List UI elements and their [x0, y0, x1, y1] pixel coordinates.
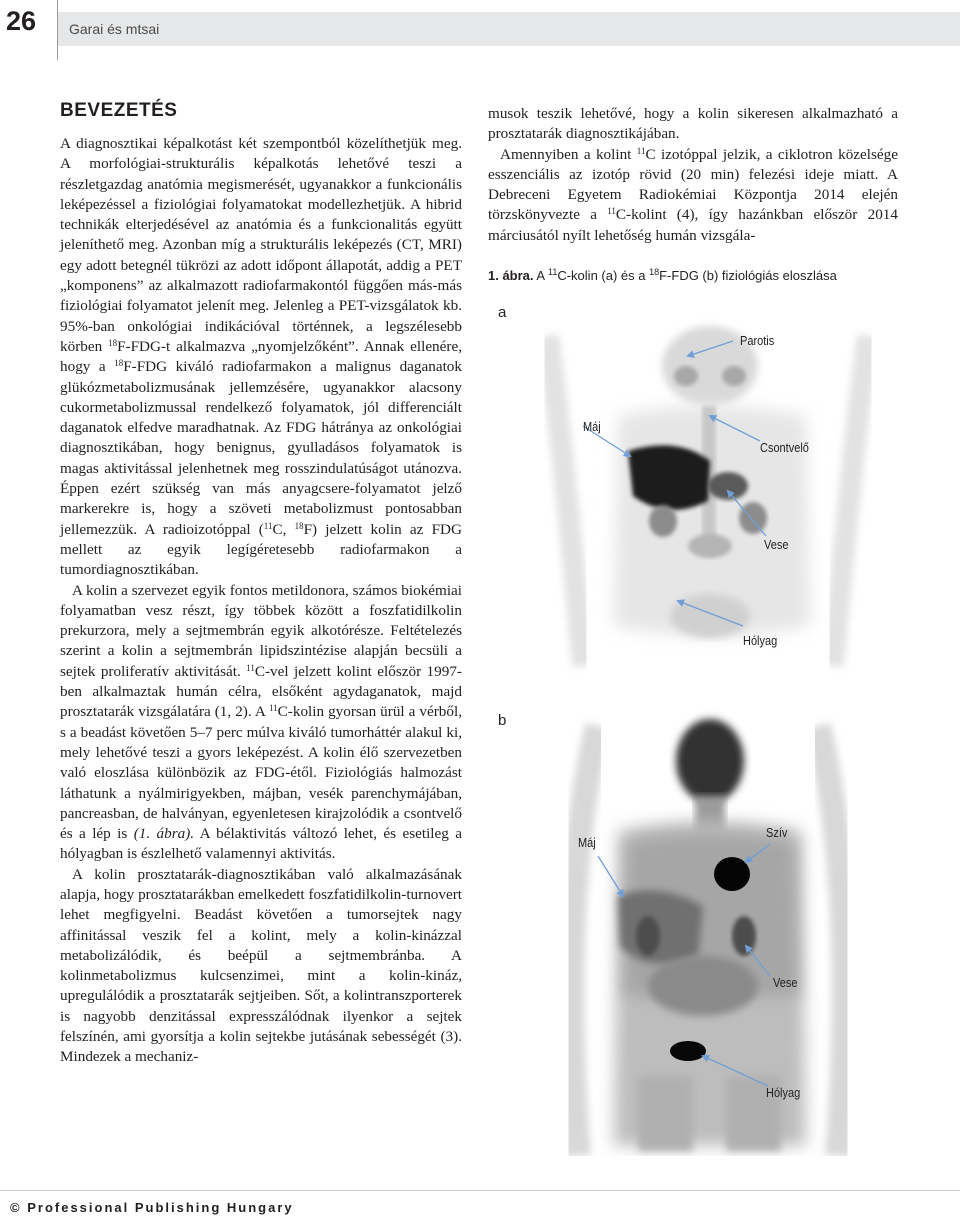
figure-1 — [488, 296, 958, 1156]
label-vese-b: Vese — [773, 976, 798, 990]
header-bar — [58, 12, 960, 46]
label-holyag-b: Hólyag — [766, 1086, 801, 1100]
label-sziv: Szív — [766, 826, 788, 840]
section-title: BEVEZETÉS — [60, 100, 178, 121]
running-title: Garai és mtsai — [69, 21, 160, 37]
label-maj-b: Máj — [578, 836, 596, 850]
paragraph-4: musok teszik lehetővé, hogy a kolin sikeresen alkalmazható a prosztatarák diagnosztikájában. — [488, 105, 898, 143]
panel-a-image — [518, 326, 928, 688]
figure-reference: (1. ábra). — [133, 825, 195, 843]
panel-b-image — [548, 711, 868, 1156]
left-column — [60, 100, 462, 1068]
figure-caption: 1. ábra. A $^{11}$C-kolin (a) és a $^{18}$F-FDG (b) fiziológiás eloszlása — [488, 267, 837, 283]
left-body — [60, 134, 462, 1068]
label-csontvelo: Csontvelő — [760, 441, 809, 455]
panel-b-letter: b — [498, 712, 507, 729]
pet-images — [488, 296, 958, 1156]
paragraph-5: Amennyiben a kolint $^{11}$C izotóppal jelzik, a ciklotron közelsége esszenciális az izotóp rövid (20 min) felezési ideje miatt. A Debreceni Egyetem Radiokémiai Központja 2014 elején törzskönyvezte a $^{11}$C-kolint (4), így hazánkban először 2014 márciusától nyílt lehetőség humán vizsgála- — [488, 145, 898, 244]
paragraph-1: A diagnosztikai képalkotást két szempontból közelíthetjük meg. A morfológiai-strukturális képalkotás lehetővé teszi a részletgazdag anatómia megismerését, ugyanakkor a funkcionális leképezéssel a fiziológiai folyamatokat modellezhetjük. A hibrid technikák elterjedésével az anatómia és a funkcionalitás együtt jeleníthető meg. Azonban míg a strukturális leképezés (CT, MRI) egy adott betegnél tükrözi az adott időpont állapotát, addig a PET „komponens” az alkalmazott radiofarmakontól függően más-más fiziológiai folyamatot jelenít meg. Jelenleg a PET-vizsgálatok kb. 95%-ban onkológiai indikációval történnek, a legszélesebb körben $^{18}$F-FDG-t alkalmazva „nyomjelzőként”. Annak ellenére, hogy a $^{18}$F-FDG kiváló radiofarmakon a malignus daganatok glükózmetabolizmusának jellemzésére, ugyanakkor alacsony cukormetabolizmussal rendelkező folyamatok, jól differenciált daganatok elfedve maradhatnak. Az FDG hátránya az onkológiai diagnosztikában, hogy benignus, gyulladásos folyamatok is magas aktivitással jelenhetnek meg rosszindulatúságot utánozva. Éppen ezért szükség van más anyagcsere-folyamatot jelző markerekre is, hogy a szöveti metabolizmust pontosabban jellemezzük. A radioizotóppal ($^{11}$C, $^{18}$F) jelzett kolin az FDG mellett az egyik legígéretesebb radiofarmakon a tumordiagnosztikában. — [60, 135, 462, 579]
paragraph-2: A kolin a szervezet egyik fontos metildonora, számos biokémiai folyamatban vesz részt, így többek között a foszfatidilkolin prekurzora, mely a sejtmembrán egyik alkotórésze. Feltételezés szerint a kolin a sejtmembrán lipidszintézise alapján becsüli a sejtek proliferatív aktivitását. $^{11}$C-vel jelzett kolint először 1997-ben alkalmaztak humán célra, elsőként agydaganatok, majd prosztatarák vizsgálatára (1, 2). A $^{11}$C-kolin gyorsan ürül a vérből, s a beadást követően 5–7 perc múlva kiváló tumorháttér alakul ki, mely lehetővé teszi a gyors leképezést. A kolin élő szervezetben való eloszlása különbözik az FDG-étől. Fiziológiás halmozást láthatunk a nyálmirigyekben, májban, vesék parenchymájában, pancreasban, de halványan, egyenletesen kirajzolódik a csontvelő és a lép is (1. ábra). A bélaktivitás változó lehet, és esetileg a hólyagban is észlelhető valamennyi aktivitás. — [60, 581, 462, 863]
label-parotis: Parotis — [740, 334, 775, 348]
page-number: 26 — [6, 6, 37, 36]
label-maj-a: Máj — [583, 420, 601, 434]
paragraph-3: A kolin prosztatarák-diagnosztikában való alkalmazásának alapja, hogy prosztatarákban emelkedett foszfatidilkolin-turnovert lehet megfigyelni. Beadást követően a tumorsejtek nagy affinitással veszik fel a kolint, mely a kolin-kinázzal metabolizálódik, és beépül a sejtmembránba. A kolinmetabolizmus kulcsenzimei, mint a kolin-kináz, upregulálódik a prosztatarák sejtjeiben. Sőt, a kolintranszporterek is nagyobb denzitással expresszálódnak ilyenkor a sejtek felszínén, ami gyorsítja a kolin sejtekbe jutásának sebességét (3). Mindezek a mechaniz- — [60, 865, 462, 1066]
footer-divider — [0, 1190, 960, 1191]
footer-publisher: © Professional Publishing Hungary — [10, 1200, 294, 1215]
right-body — [488, 104, 898, 246]
label-holyag-a: Hólyag — [743, 634, 778, 648]
panel-a-letter: a — [498, 304, 507, 321]
copyright-symbol: © — [10, 1200, 22, 1215]
label-vese-a: Vese — [764, 538, 789, 552]
